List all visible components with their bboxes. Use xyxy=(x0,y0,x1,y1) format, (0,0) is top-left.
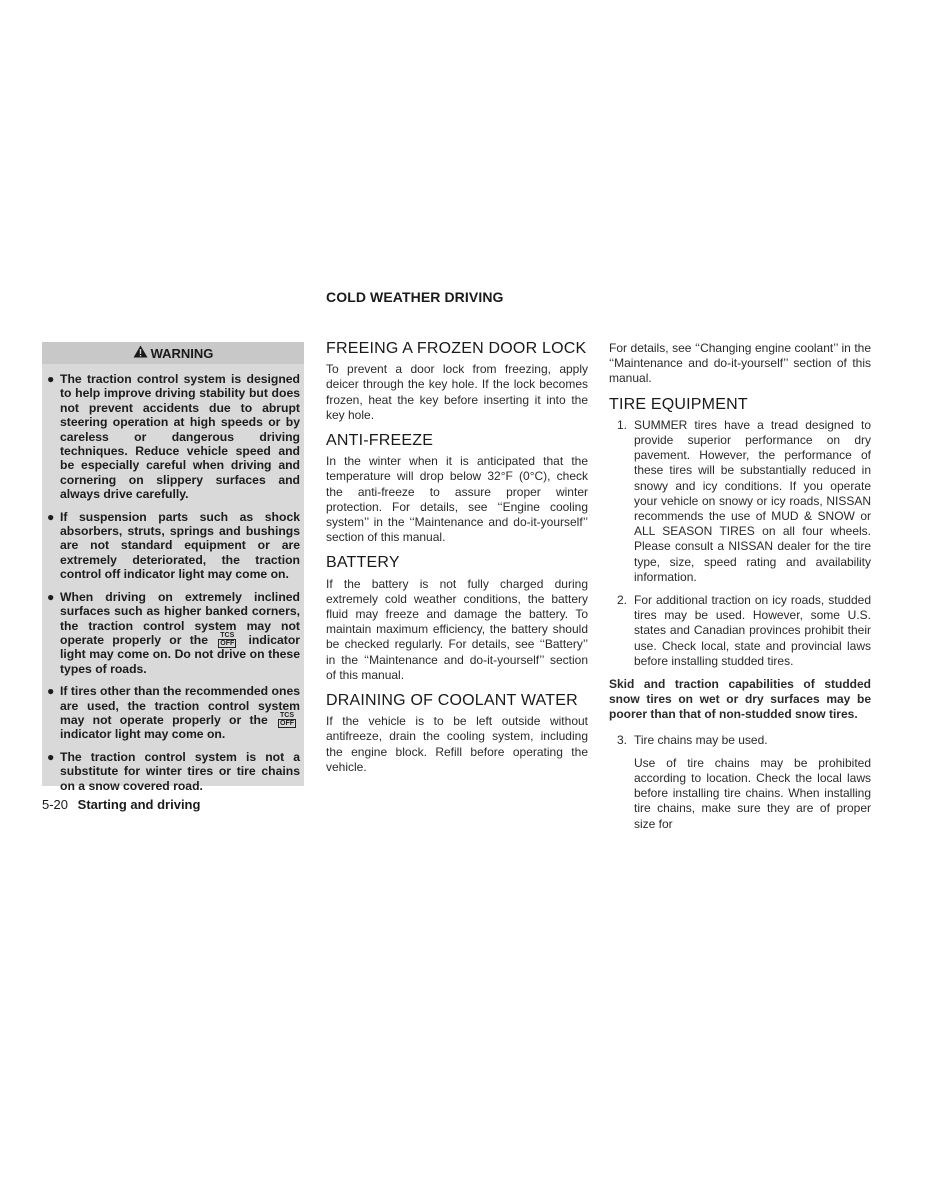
paragraph-coolant-cont: For details, see ‘‘Changing engine coolant’’ in the ‘‘Maintenance and do-it-yourself’’ section of this manual. xyxy=(609,341,871,386)
paragraph-anti-freeze: In the winter when it is anticipated that the temperature will drop below 32°F (0°C), check the anti-freeze to assure proper winter protection. For details, see ‘‘Engine cooling system’’ in the ‘‘Maintenance and do-it-yourself’’ section of this manual. xyxy=(326,454,588,545)
warning-list xyxy=(42,364,304,793)
warning-item: ● When driving on extremely inclined surfaces such as higher banked corners, the traction control system may not operate properly or the TCS OFF indicator light may come on. Do not drive on these types of roads. xyxy=(47,589,301,676)
paragraph-coolant: If the vehicle is to be left outside without antifreeze, drain the cooling system, including the engine block. Refill before operating the vehicle. xyxy=(326,714,588,774)
warning-box xyxy=(42,342,304,793)
tire-list xyxy=(609,418,871,669)
warning-triangle-icon xyxy=(133,345,148,361)
heading-anti-freeze: ANTI-FREEZE xyxy=(326,432,434,450)
paragraph-door-lock: To prevent a door lock from freezing, apply deicer through the key hole. If the lock becomes frozen, heat the key before inserting it into the key hole. xyxy=(326,362,588,422)
warning-item: ● The traction control system is not a substitute for winter tires or tire chains on a snow covered road. xyxy=(47,749,300,793)
tcs-off-indicator-icon: TCS OFF xyxy=(220,632,235,648)
tcs-off-indicator-icon: TCS OFF xyxy=(280,712,294,728)
warning-item: ● The traction control system is designed to help improve driving stability but does not prevent accidents due to abrupt steering operation at high speeds or by careless or dangerous driving techniques. Reduce vehicle speed and be especially careful when driving and cornering on slippery surfaces and always drive carefully. xyxy=(47,372,300,502)
paragraph-tire-chains: Use of tire chains may be prohibited according to location. Check the local laws before installing tire chains. When installing tire chains, make sure they are of proper size for xyxy=(634,755,871,831)
list-item: 3. Tire chains may be used. xyxy=(617,732,768,747)
heading-coolant: DRAINING OF COOLANT WATER xyxy=(326,692,578,710)
heading-battery: BATTERY xyxy=(326,554,400,572)
column-right xyxy=(609,341,871,842)
list-item: 2. For additional traction on icy roads, studded tires may be used. However, some U.S. states and Canadian provinces prohibit their use. Check local, state and provincial laws before installing studded tires. xyxy=(617,593,871,668)
section-title: COLD WEATHER DRIVING xyxy=(326,289,504,305)
bullet-icon: ● xyxy=(47,509,55,524)
bold-note: Skid and traction capabilities of studded snow tires on wet or dry surfaces may be poorer than that of non-studded snow tires. xyxy=(609,677,871,722)
page-footer xyxy=(42,797,200,812)
warning-item: ● If suspension parts such as shock absorbers, struts, springs and bushings are not standard equipment or are extremely deteriorated, the traction control off indicator light may come on. xyxy=(47,509,300,582)
bullet-icon: ● xyxy=(47,589,55,604)
bullet-icon: ● xyxy=(47,372,55,386)
page-number: 5-20 xyxy=(42,797,69,812)
warning-item: ● If tires other than the recommended ones are used, the traction control system may not operate properly or the TCS OFF indicator light may come on. xyxy=(47,684,300,742)
heading-door-lock: FREEING A FROZEN DOOR LOCK xyxy=(326,340,587,357)
warning-title: WARNING xyxy=(150,345,214,361)
warning-header xyxy=(42,342,304,364)
heading-tire-equipment: TIRE EQUIPMENT xyxy=(609,395,748,413)
paragraph-battery: If the battery is not fully charged during extremely cold weather conditions, the battery fluid may freeze and damage the battery. To maintain maximum efficiency, the battery should be checked regularly. For details, see ‘‘Battery’’ in the ‘‘Maintenance and do-it-yourself’’ section of this manual. xyxy=(326,576,588,682)
chapter-name: Starting and driving xyxy=(77,797,201,812)
column-middle xyxy=(326,341,588,785)
bullet-icon: ● xyxy=(47,684,55,699)
bullet-icon: ● xyxy=(47,749,55,764)
tire-list-cont xyxy=(609,733,871,748)
list-item: 1. SUMMER tires have a tread designed to provide superior performance on dry pavement. However, the performance of these tires will be substantially reduced in snowy and icy conditions. If you operate your vehicle on snowy or icy roads, NISSAN recommends the use of MUD & SNOW or ALL SEASON TIRES on all four wheels. Please consult a NISSAN dealer for the tire type, size, speed rating and availability information. xyxy=(617,417,871,584)
